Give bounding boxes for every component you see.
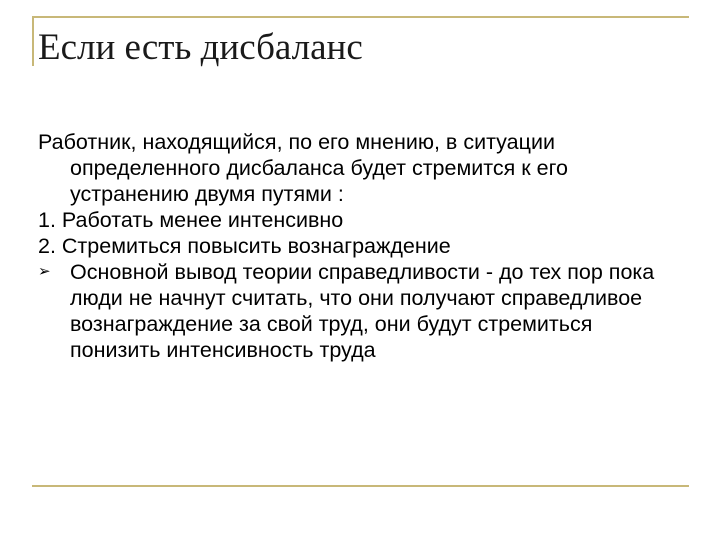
arrowhead-bullet-icon: ➢	[38, 263, 51, 280]
list-item-2: 2. Стремиться повысить вознаграждение	[38, 234, 451, 258]
top-decoration-line	[32, 16, 689, 18]
bottom-decoration-line	[32, 485, 689, 487]
list-item-1: 1. Работать менее интенсивно	[38, 208, 344, 232]
slide-title: Если есть дисбаланс	[38, 27, 363, 68]
conclusion-paragraph	[38, 259, 688, 363]
slide-body	[38, 129, 688, 363]
left-decoration-line	[32, 16, 34, 66]
conclusion-text: Основной вывод теории справедливости - до тех пор пока люди не начнут считать, что они получают справедливое вознаграждение за свой труд, они будут стремиться понизить интенсивность труда	[70, 260, 655, 362]
intro-paragraph: Работник, находящийся, по его мнению, в ситуации определенного дисбаланса будет стремится к его устранению двумя путями :	[38, 130, 568, 206]
